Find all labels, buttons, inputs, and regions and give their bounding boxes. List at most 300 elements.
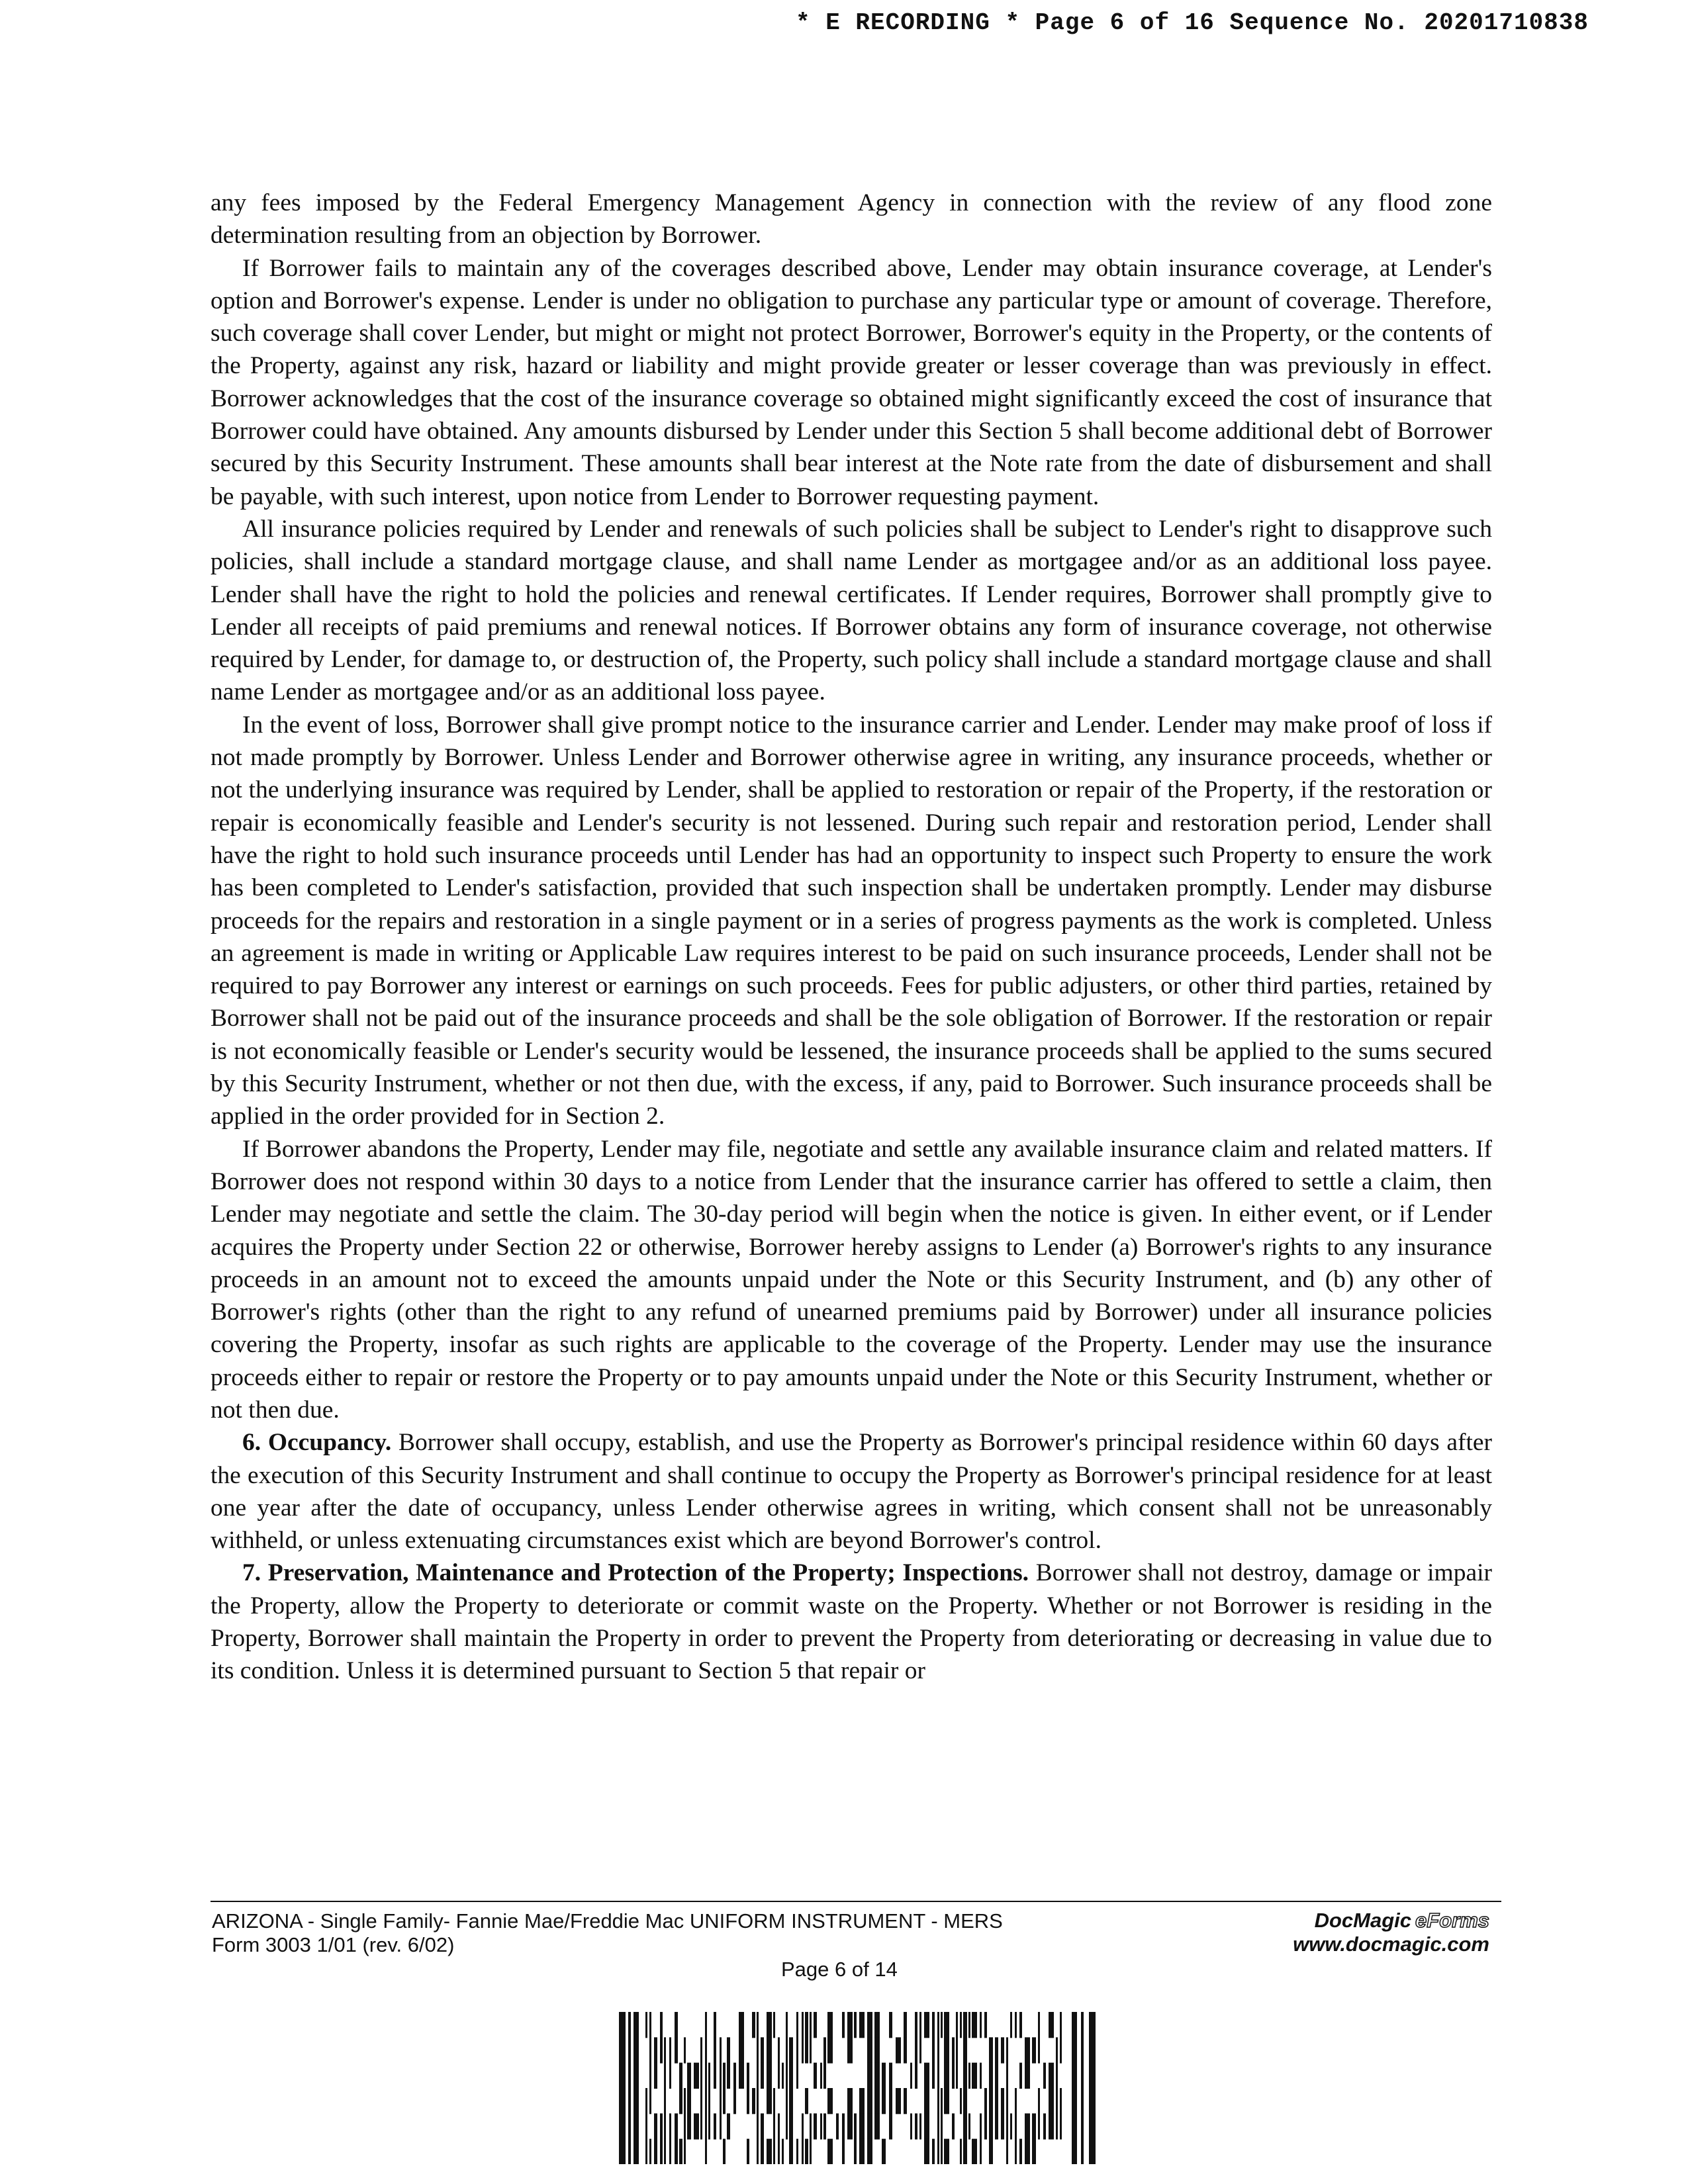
barcode-bar: [660, 2113, 663, 2139]
barcode-bar: [720, 2088, 722, 2114]
barcode-bar: [1032, 2139, 1036, 2164]
barcode-bar: [924, 2012, 929, 2038]
barcode-bar: [1060, 2012, 1062, 2038]
barcode-bar: [874, 2113, 880, 2139]
barcode-bar: [1056, 2113, 1058, 2139]
barcode-bar: [968, 2012, 970, 2038]
barcode-bar: [633, 2012, 639, 2164]
barcode-bar: [789, 2088, 793, 2114]
barcode-bar: [995, 2063, 998, 2089]
barcode-bar: [700, 2113, 702, 2139]
barcode-bar: [705, 2139, 707, 2164]
barcode-bar: [757, 2037, 759, 2063]
barcode-bar: [963, 2139, 967, 2164]
brand-eforms-logo: eForms: [1415, 1909, 1489, 1932]
barcode-bar: [786, 2063, 788, 2089]
barcode-bar: [675, 2012, 678, 2038]
barcode-bar: [1081, 2012, 1084, 2164]
barcode-bar: [664, 2037, 666, 2063]
barcode-bar: [952, 2037, 955, 2063]
barcode-bar: [1019, 2063, 1022, 2089]
recording-header: * E RECORDING * Page 6 of 16 Sequence No. 20201710838: [796, 9, 1589, 36]
barcode-image: [619, 2012, 1096, 2164]
barcode-bar: [889, 2088, 892, 2114]
barcode-bar: [1025, 2139, 1030, 2164]
paragraph-5: If Borrower abandons the Property, Lender may file, negotiate and settle any available insurance claim and related matters. If Borrower does not respond within 30 days to a notice from Lender that the insurance carrier has offered to settle a claim, then Lender may negotiate and settle the claim. The 30-day period will begin when the notice is given. In either event, or if Lender acquires the Property under Section 22 or otherwise, Borrower hereby assigns to Lender (a) Borrower's rights to any insurance proceeds in an amount not to exceed the amounts unpaid under the Note or this Security Instrument, and (b) any other of Borrower's rights (other than the right to any refund of unearned premiums paid by Borrower) under all insurance policies covering the Property, insofar as such rights are applicable to the coverage of the Property. Lender may use the insurance proceeds either to repair or restore the Property or to pay amounts unpaid under the Note or this Security Instrument, whether or not then due.: [211, 1135, 1492, 1424]
barcode-bar: [847, 2113, 853, 2139]
barcode-bar: [972, 2139, 977, 2164]
barcode-bar: [810, 2139, 812, 2164]
barcode-bar: [694, 2113, 699, 2139]
barcode-bar: [915, 2037, 917, 2063]
barcode-bar: [727, 2063, 730, 2089]
barcode-bar: [889, 2012, 892, 2038]
barcode-bar: [1001, 2113, 1004, 2139]
barcode-bar: [968, 2113, 970, 2139]
barcode-bar: [810, 2012, 812, 2038]
barcode-bar: [960, 2012, 962, 2038]
section-7-preservation: [211, 1557, 1492, 1687]
barcode-bar: [814, 2063, 817, 2089]
barcode-bar: [882, 2139, 886, 2164]
barcode-bar: [820, 2113, 822, 2139]
barcode-bar: [889, 2063, 892, 2089]
barcode-bar: [773, 2113, 775, 2139]
barcode-bar: [814, 2012, 817, 2038]
barcode-bar: [708, 2113, 710, 2139]
barcode-bar: [1060, 2088, 1062, 2114]
barcode-bar: [675, 2037, 678, 2063]
barcode-bar: [1015, 2012, 1017, 2038]
barcode-bar: [896, 2037, 901, 2063]
barcode-bar: [915, 2063, 917, 2089]
section-7-heading: 7. Preservation, Maintenance and Protection of the Property; Inspections.: [242, 1559, 1029, 1587]
barcode-bar: [915, 2113, 917, 2139]
barcode-bar: [1049, 2063, 1054, 2089]
barcode-bar: [867, 2037, 872, 2063]
barcode-bar: [874, 2063, 880, 2089]
barcode-bar: [910, 2063, 912, 2089]
section-6-occupancy: [211, 1426, 1492, 1557]
barcode-bar: [727, 2113, 730, 2139]
barcode-bar: [789, 2037, 793, 2063]
barcode-bar: [664, 2139, 666, 2164]
barcode-bar: [669, 2139, 671, 2164]
barcode-bar: [723, 2139, 726, 2164]
barcode-bar: [1006, 2139, 1008, 2164]
barcode-bar: [1038, 2037, 1040, 2063]
barcode-bar: [664, 2063, 666, 2089]
barcode-bar: [714, 2063, 716, 2089]
barcode-bar: [752, 2088, 755, 2114]
barcode-bar: [705, 2063, 707, 2089]
barcode-bar: [963, 2063, 967, 2089]
form-number: Form 3003 1/01 (rev. 6/02): [212, 1933, 455, 1956]
barcode-bar: [980, 2012, 982, 2038]
barcode-bar: [984, 2012, 987, 2038]
barcode-bar: [823, 2113, 826, 2139]
barcode-bar: [1001, 2037, 1004, 2063]
barcode-bar: [1049, 2012, 1054, 2038]
barcode-bar: [679, 2063, 682, 2089]
barcode-bar: [714, 2037, 716, 2063]
barcode-bar: [963, 2113, 967, 2139]
barcode-bar: [823, 2037, 826, 2063]
barcode-bar: [984, 2088, 987, 2114]
barcode-bar: [910, 2113, 912, 2139]
barcode-bar: [714, 2012, 716, 2038]
barcode-bar: [761, 2037, 764, 2063]
barcode-bar: [705, 2113, 707, 2139]
barcode-bar: [937, 2012, 939, 2038]
barcode-bar: [773, 2012, 775, 2038]
barcode-bar: [757, 2139, 759, 2164]
barcode-bar: [687, 2088, 691, 2114]
barcode-bar: [827, 2088, 833, 2114]
barcode-bar: [720, 2037, 722, 2063]
barcode-bar: [645, 2012, 647, 2038]
barcode-bar: [963, 2088, 967, 2114]
barcode-bar: [889, 2113, 892, 2139]
brand-name: DocMagic: [1314, 1909, 1412, 1932]
barcode-bar: [694, 2063, 699, 2089]
barcode-bar: [654, 2063, 657, 2089]
barcode-bar: [1010, 2113, 1012, 2139]
barcode-bar: [937, 2113, 939, 2139]
barcode-bar: [649, 2139, 651, 2164]
section-6-heading: 6. Occupancy.: [242, 1429, 392, 1457]
barcode-bar: [687, 2063, 691, 2089]
footer-brand: [1293, 1909, 1489, 1956]
barcode-bar: [896, 2088, 901, 2114]
barcode-bar: [669, 2113, 671, 2139]
barcode-bar: [956, 2063, 958, 2089]
barcode-bar: [684, 2113, 686, 2139]
footer-page-number: Page 6 of 14: [781, 1958, 898, 1981]
barcode-bar: [664, 2113, 666, 2139]
barcode-bar: [1019, 2012, 1022, 2038]
barcode-bar: [944, 2139, 949, 2164]
barcode-bar: [984, 2113, 987, 2139]
barcode-bar: [679, 2139, 682, 2164]
barcode-bar: [924, 2088, 929, 2114]
barcode-bar: [810, 2037, 812, 2063]
barcode-bar: [786, 2113, 788, 2139]
barcode-bar: [963, 2037, 967, 2063]
barcode-bar: [705, 2088, 707, 2114]
form-title: ARIZONA - Single Family- Fannie Mae/Freddie Mac UNIFORM INSTRUMENT - MERS: [212, 1909, 1003, 1933]
barcode-bar: [747, 2088, 749, 2114]
barcode-bar: [679, 2088, 682, 2114]
barcode-bar: [773, 2139, 775, 2164]
barcode-bar: [619, 2012, 626, 2164]
barcode-bar: [915, 2012, 917, 2038]
barcode-bar: [944, 2088, 949, 2114]
barcode-bar: [700, 2037, 702, 2063]
barcode-bar: [761, 2113, 764, 2139]
barcode-bar: [805, 2012, 808, 2038]
barcode-bar: [937, 2139, 939, 2164]
barcode-bar: [989, 2139, 993, 2164]
barcode-bar: [802, 2037, 804, 2063]
barcode-bar: [937, 2037, 939, 2063]
barcode-bar: [932, 2139, 935, 2164]
barcode-bar: [773, 2088, 775, 2114]
barcode-bar: [842, 2139, 845, 2164]
barcode-bar: [989, 2088, 993, 2114]
barcode-bar: [802, 2139, 804, 2164]
barcode-bar: [700, 2063, 702, 2089]
barcode-bar: [649, 2012, 651, 2038]
barcode-bar: [924, 2139, 929, 2164]
barcode-bar: [867, 2139, 872, 2164]
barcode-bar: [867, 2113, 872, 2139]
barcode-bar: [842, 2113, 845, 2139]
barcode-bar: [854, 2113, 857, 2139]
barcode-bar: [669, 2037, 671, 2063]
footer-divider: [211, 1901, 1501, 1902]
barcode-bar: [654, 2037, 657, 2063]
barcode-bar: [919, 2037, 921, 2063]
barcode-bar: [867, 2063, 872, 2089]
paragraph-2: If Borrower fails to maintain any of the coverages described above, Lender may obtain insurance coverage, at Lender's option and Borrower's expense. Lender is under no obligation to purchase any particular type or amount of coverage. Therefore, such coverage shall cover Lender, but might or might not protect Borrower, Borrower's equity in the Property, or the contents of the Property, against any risk, hazard or liability and might provide greater or lesser coverage than was previously in effect. Borrower acknowledges that the cost of the insurance coverage so obtained might significantly exceed the cost of insurance that Borrower could have obtained. Any amounts disbursed by Lender under this Section 5 shall become additional debt of Borrower secured by this Security Instrument. These amounts shall bear interest at the Note rate from the date of disbursement and shall be payable, with such interest, upon notice from Lender to Borrower requesting payment.: [211, 254, 1492, 510]
barcode-bar: [854, 2012, 857, 2038]
barcode-bar: [995, 2088, 998, 2114]
barcode-bar: [805, 2139, 808, 2164]
barcode-bar: [904, 2088, 907, 2114]
barcode-bar: [714, 2113, 716, 2139]
barcode-bar: [752, 2012, 755, 2038]
barcode-bar: [827, 2012, 833, 2038]
barcode-bar: [802, 2113, 804, 2139]
barcode-bar: [747, 2139, 749, 2164]
barcode-bar: [827, 2037, 833, 2063]
barcode-bar: [767, 2139, 772, 2164]
barcode-bar: [1089, 2012, 1096, 2164]
barcode-bar: [944, 2063, 949, 2089]
barcode-bar: [952, 2113, 955, 2139]
barcode-bar: [1056, 2063, 1058, 2089]
barcode-bar: [1056, 2088, 1058, 2114]
barcode-bar: [739, 2063, 744, 2089]
barcode-bar: [757, 2113, 759, 2139]
barcode-bar: [867, 2088, 872, 2114]
barcode-bar: [700, 2088, 702, 2114]
barcode-bar: [1019, 2139, 1022, 2164]
barcode-bar: [944, 2037, 949, 2063]
barcode-bar: [786, 2088, 788, 2114]
barcode-bar: [786, 2037, 788, 2063]
barcode-bar: [733, 2088, 736, 2114]
footer-form-info: [212, 1909, 1003, 1957]
document-body: [211, 187, 1492, 1688]
barcode-bar: [989, 2113, 993, 2139]
barcode-bar: [664, 2088, 666, 2114]
barcode-bar: [882, 2063, 886, 2089]
barcode-bar: [628, 2012, 631, 2164]
barcode-bar: [1006, 2088, 1008, 2114]
barcode-bar: [972, 2063, 977, 2089]
barcode-bar: [649, 2037, 651, 2063]
barcode-bar: [874, 2088, 880, 2114]
barcode-bar: [919, 2113, 921, 2139]
barcode-bar: [1006, 2037, 1008, 2063]
barcode-bar: [757, 2012, 759, 2038]
barcode-bar: [720, 2113, 722, 2139]
barcode-bar: [1032, 2037, 1036, 2063]
barcode-bar: [956, 2037, 958, 2063]
barcode-bar: [904, 2037, 907, 2063]
barcode-bar: [847, 2037, 853, 2063]
barcode-bar: [1043, 2063, 1046, 2089]
barcode-bar: [747, 2063, 749, 2089]
barcode-bar: [684, 2037, 686, 2063]
barcode-bar: [1001, 2088, 1004, 2114]
barcode-bar: [802, 2012, 804, 2038]
barcode-bar: [708, 2063, 710, 2089]
barcode-bar: [867, 2012, 872, 2038]
barcode-bar: [847, 2088, 853, 2114]
barcode-bar: [1025, 2063, 1030, 2089]
barcode-bar: [767, 2088, 772, 2114]
barcode-bar: [823, 2063, 826, 2089]
barcode-bar: [937, 2063, 939, 2089]
barcode-bar: [810, 2113, 812, 2139]
barcode-bar: [786, 2012, 788, 2038]
barcode-bar: [937, 2088, 939, 2114]
barcode-bar: [1038, 2012, 1040, 2038]
barcode-bar: [654, 2113, 657, 2139]
barcode-bar: [705, 2012, 707, 2038]
barcode-bar: [660, 2012, 663, 2038]
barcode-bar: [796, 2139, 798, 2164]
barcode-bar: [675, 2113, 678, 2139]
barcode-bar: [836, 2113, 839, 2139]
barcode-bar: [778, 2113, 780, 2139]
barcode-bar: [874, 2012, 880, 2038]
barcode-bar: [941, 2012, 943, 2038]
brand-logo: [1293, 1909, 1489, 1933]
barcode-bar: [980, 2139, 982, 2164]
barcode-bar: [649, 2088, 651, 2114]
barcode-bar: [723, 2063, 726, 2089]
barcode-bar: [739, 2037, 744, 2063]
paragraph-4: In the event of loss, Borrower shall give prompt notice to the insurance carrier and Lender. Lender may make proof of loss if not made promptly by Borrower. Unless Lender and Borrower otherwise agree in writing, any insurance proceeds, whether or not the underlying insurance was required by Lender, shall be applied to restoration or repair of the Property, if the restoration or repair is economically feasible and Lender's security is not lessened. During such repair and restoration period, Lender shall have the right to hold such insurance proceeds until Lender has had an opportunity to inspect such Property to ensure the work has been completed to Lender's satisfaction, provided that such inspection shall be undertaken promptly. Lender may disburse proceeds for the repairs and restoration in a single payment or in a series of progress payments as the work is completed. Unless an agreement is made in writing or Applicable Law requires interest to be paid on such insurance proceeds, Lender shall not be required to pay Borrower any interest or earnings on such proceeds. Fees for public adjusters, or other third parties, retained by Borrower shall not be paid out of the insurance proceeds and shall be the sole obligation of Borrower. If the restoration or repair is not economically feasible or Lender's security would be lessened, the insurance proceeds shall be applied to the sums secured by this Security Instrument, whether or not then due, with the excess, if any, paid to Borrower. Such insurance proceeds shall be applied in the order provided for in Section 2.: [211, 711, 1492, 1130]
barcode-bar: [645, 2088, 647, 2114]
barcode-bar: [1015, 2139, 1017, 2164]
barcode-bar: [1006, 2063, 1008, 2089]
barcode-bar: [720, 2063, 722, 2089]
barcode-bar: [761, 2063, 764, 2089]
barcode-bar: [782, 2139, 784, 2164]
brand-website: www.docmagic.com: [1293, 1933, 1489, 1956]
barcode-bar: [684, 2088, 686, 2114]
barcode-bar: [941, 2088, 943, 2114]
barcode-bar: [1060, 2037, 1062, 2063]
barcode-bar: [705, 2037, 707, 2063]
barcode-bar: [989, 2063, 993, 2089]
barcode-bar: [941, 2113, 943, 2139]
barcode-bar: [778, 2063, 780, 2089]
barcode-bar: [859, 2012, 865, 2038]
barcode-bar: [980, 2063, 982, 2089]
barcode-bar: [874, 2037, 880, 2063]
barcode-bar: [968, 2063, 970, 2089]
barcode-bar: [995, 2113, 998, 2139]
barcode-bar: [796, 2063, 798, 2089]
barcode-bar: [924, 2063, 929, 2089]
barcode-bar: [932, 2012, 935, 2038]
barcode-bar: [687, 2113, 691, 2139]
barcode-bar: [814, 2113, 817, 2139]
barcode-bar: [847, 2012, 853, 2038]
barcode-bar: [1038, 2088, 1040, 2114]
barcode-bar: [1049, 2113, 1054, 2139]
barcode-bar: [778, 2037, 780, 2063]
barcode-bar: [1025, 2037, 1030, 2063]
barcode-bar: [805, 2037, 808, 2063]
barcode-bar: [963, 2012, 967, 2038]
barcode-bar: [733, 2063, 736, 2089]
barcode-bar: [859, 2139, 865, 2164]
barcode-bar: [708, 2088, 710, 2114]
barcode-bar: [1015, 2088, 1017, 2114]
barcode-bar: [827, 2139, 833, 2164]
barcode-bar: [995, 2037, 998, 2063]
barcode-bar: [842, 2012, 845, 2038]
barcode-bar: [941, 2139, 943, 2164]
barcode-bar: [796, 2012, 798, 2038]
barcode-bar: [859, 2113, 865, 2139]
barcode-bar: [932, 2037, 935, 2063]
barcode-bar: [1043, 2113, 1046, 2139]
barcode-bar: [675, 2139, 678, 2164]
barcode-bar: [989, 2037, 993, 2063]
barcode-bar: [767, 2037, 772, 2063]
barcode-bar: [757, 2063, 759, 2089]
barcode-bar: [796, 2037, 798, 2063]
barcode-bar: [660, 2037, 663, 2063]
barcode-bar: [767, 2063, 772, 2089]
barcode-bar: [1056, 2037, 1058, 2063]
barcode-bar: [1025, 2113, 1030, 2139]
barcode-bar: [669, 2063, 671, 2089]
barcode-bar: [654, 2139, 657, 2164]
barcode-bar: [820, 2063, 822, 2089]
barcode-bar: [944, 2012, 949, 2038]
barcode-bar: [1038, 2113, 1040, 2139]
barcode-bar: [660, 2139, 663, 2164]
barcode-bar: [960, 2088, 962, 2114]
barcode-bar: [1006, 2113, 1008, 2139]
barcode-bar: [882, 2088, 886, 2114]
barcode-bar: [789, 2139, 793, 2164]
barcode-bar: [972, 2012, 977, 2038]
barcode-bar: [932, 2063, 935, 2089]
barcode-bar: [1015, 2113, 1017, 2139]
barcode-bar: [960, 2139, 962, 2164]
barcode-bar: [1049, 2088, 1054, 2114]
section-7-text: Borrower shall not destroy, damage or impair the Property, allow the Property to deteriorate or commit waste on the Property. Whether or not Borrower is residing in the Property, Borrower shall maintain the Property in order to prevent the Property from deteriorating or decreasing in value due to its condition. Unless it is determined pursuant to Section 5 that repair or: [211, 1559, 1492, 1685]
barcode-bar: [956, 2012, 958, 2038]
barcode-bar: [952, 2063, 955, 2089]
paragraph-3: All insurance policies required by Lender and renewals of such policies shall be subject to Lender's right to disapprove such policies, shall include a standard mortgage clause, and shall name Lender as mortgagee and/or as an additional loss payee. Lender shall have the right to hold the policies and renewal certificates. If Lender requires, Borrower shall promptly give to Lender all receipts of paid premiums and renewal notices. If Borrower obtains any form of insurance coverage, not otherwise required by Lender, for damage to, or destruction of, the Property, such policy shall include a standard mortgage clause and shall name Lender as mortgagee and/or as an additional loss payee.: [211, 515, 1492, 706]
barcode-bar: [645, 2113, 647, 2139]
barcode-bar: [684, 2139, 686, 2164]
barcode-bar: [1032, 2113, 1036, 2139]
barcode-bar: [1072, 2012, 1077, 2164]
barcode-bar: [789, 2113, 793, 2139]
